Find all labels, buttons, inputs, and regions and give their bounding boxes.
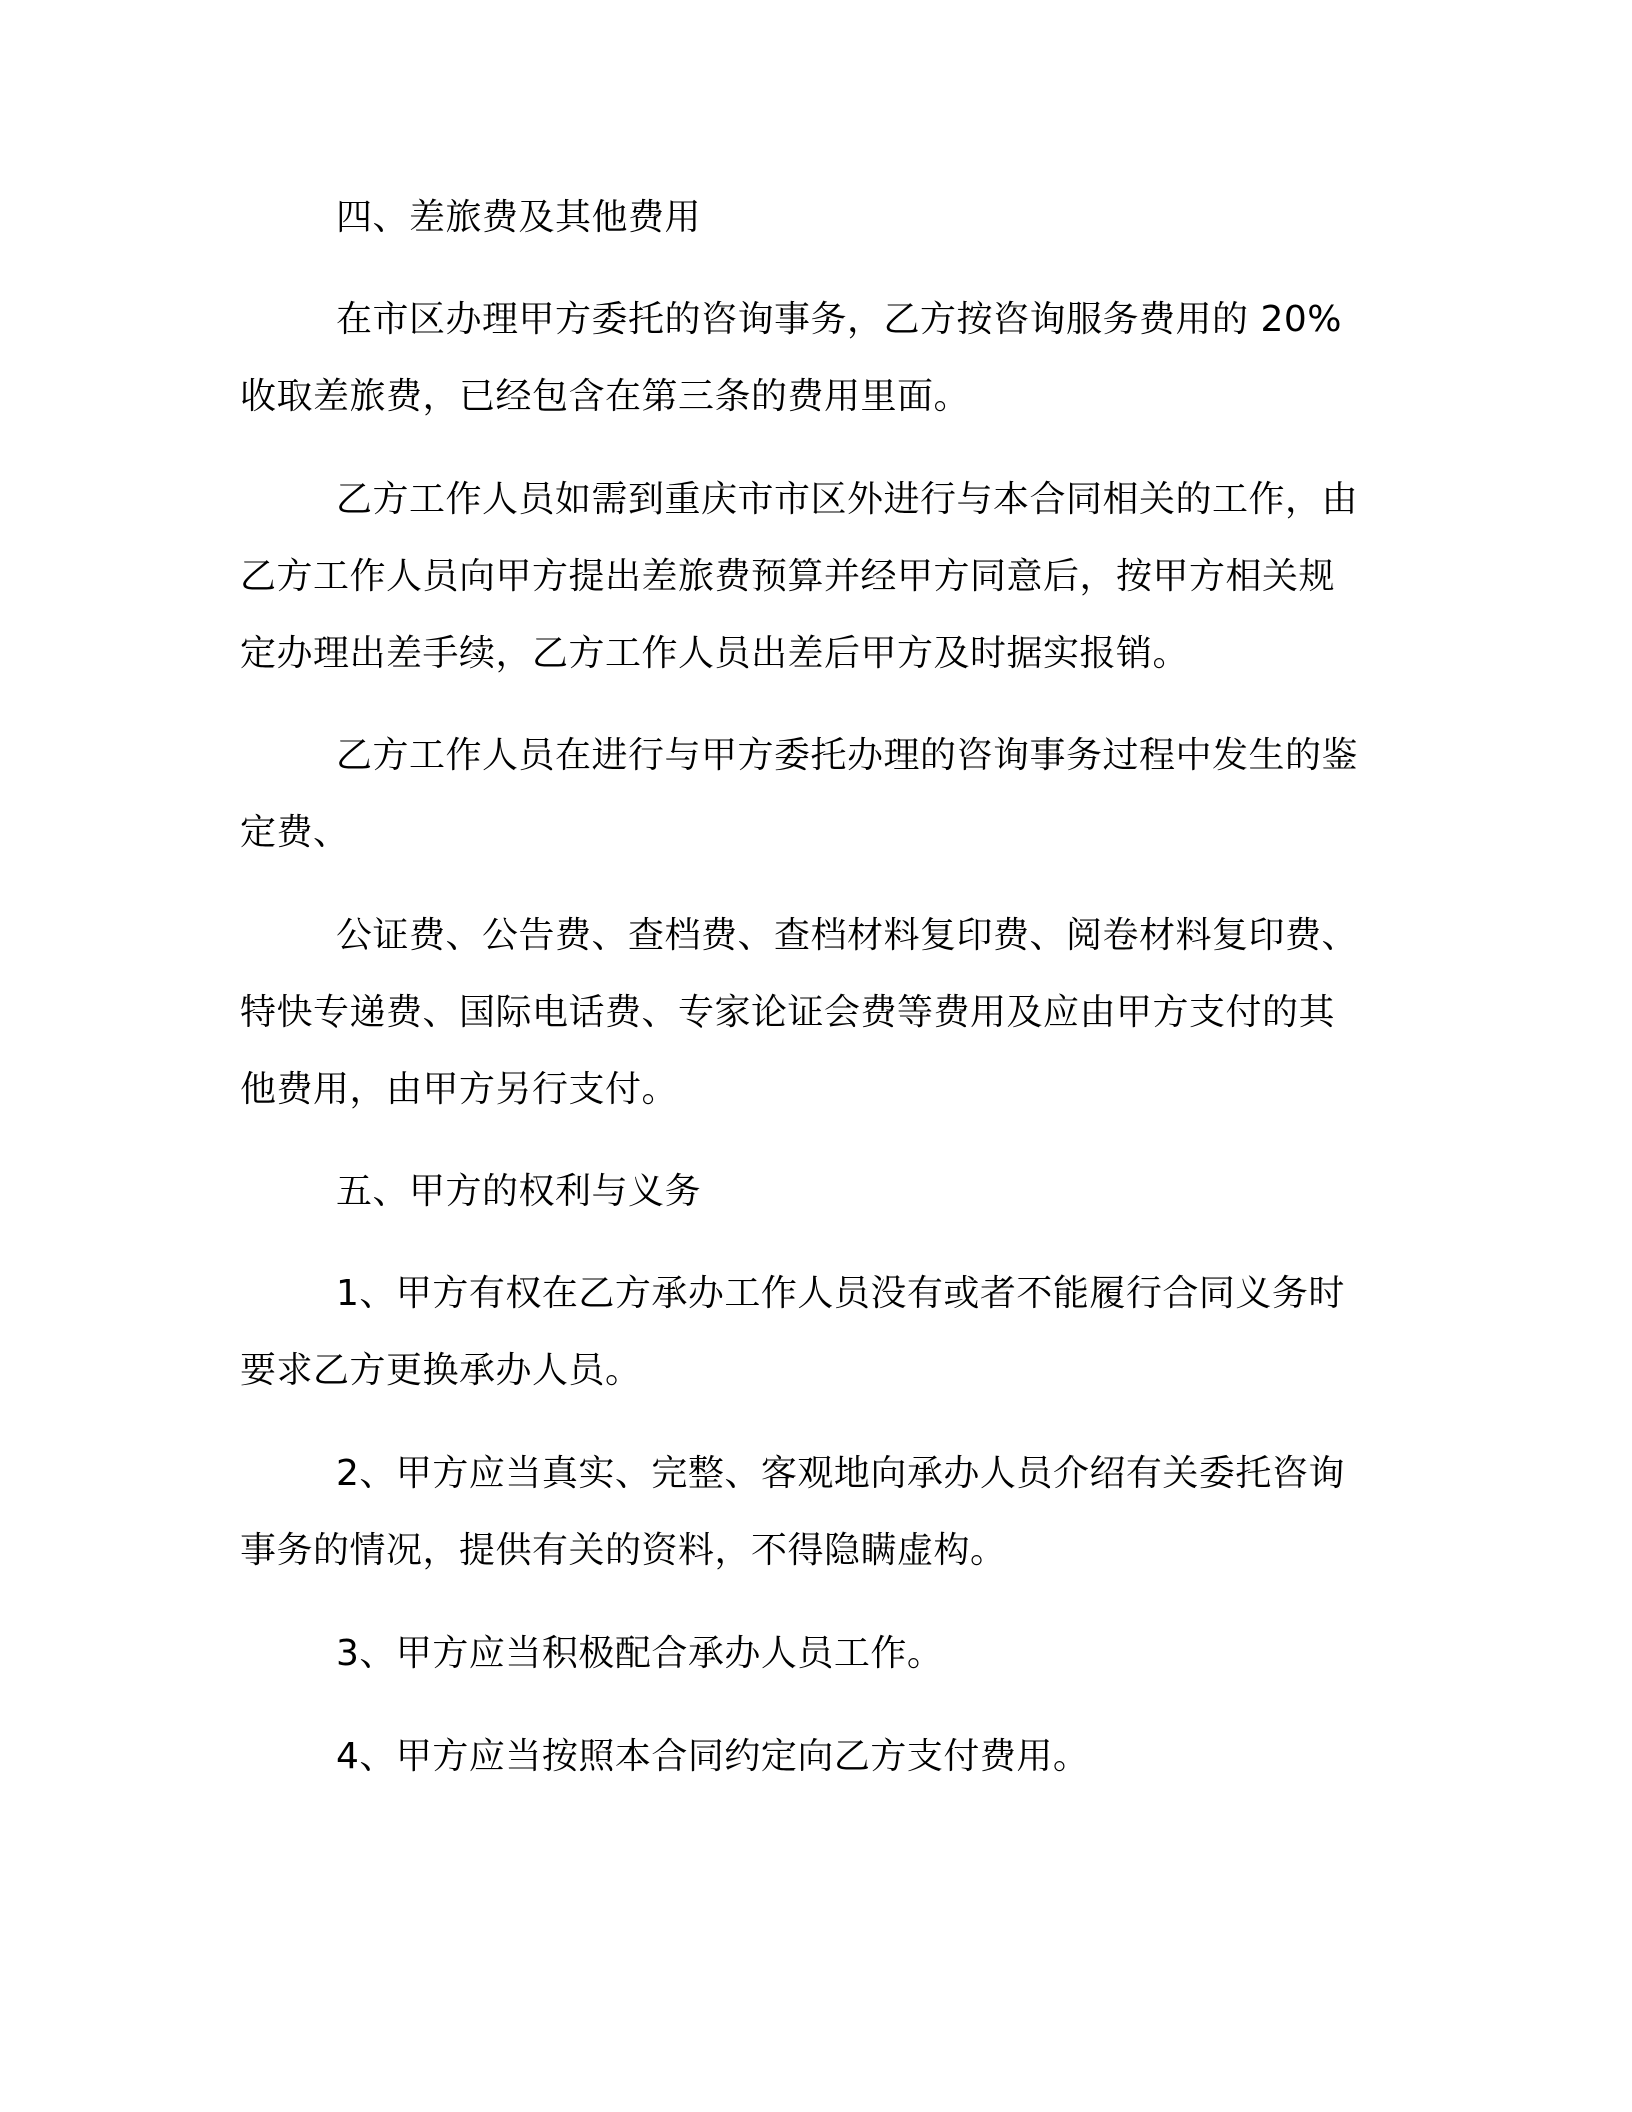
paragraph-other-fees-line-2: 定费、 [240, 812, 350, 853]
paragraph-fee-list-line-3: 他费用，由甲方另行支付。 [240, 1069, 679, 1110]
list-item-2-line-1: 2、甲方应当真实、完整、客观地向承办人员介绍有关委托咨询 [336, 1453, 1345, 1494]
paragraph-travel-fee-line-2: 收取差旅费，已经包含在第三条的费用里面。 [240, 376, 971, 417]
list-item-2-line-2: 事务的情况，提供有关的资料，不得隐瞒虚构。 [240, 1530, 1007, 1571]
paragraph-fee-list-line-1: 公证费、公告费、查档费、查档材料复印费、阅卷材料复印费、 [336, 915, 1359, 956]
paragraph-outside-city-line-2: 乙方工作人员向甲方提出差旅费预算并经甲方同意后，按甲方相关规 [240, 556, 1336, 597]
paragraph-fee-list-line-2: 特快专递费、国际电话费、专家论证会费等费用及应由甲方支付的其 [240, 992, 1336, 1033]
paragraph-outside-city-line-3: 定办理出差手续，乙方工作人员出差后甲方及时据实报销。 [240, 633, 1190, 674]
paragraph-other-fees-line-1: 乙方工作人员在进行与甲方委托办理的咨询事务过程中发生的鉴 [336, 735, 1359, 776]
list-item-1-line-1: 1、甲方有权在乙方承办工作人员没有或者不能履行合同义务时 [336, 1273, 1345, 1314]
list-item-1-line-2: 要求乙方更换承办人员。 [240, 1350, 642, 1391]
list-item-3: 3、甲方应当积极配合承办人员工作。 [336, 1633, 944, 1674]
list-item-4: 4、甲方应当按照本合同约定向乙方支付费用。 [336, 1736, 1090, 1777]
paragraph-outside-city-line-1: 乙方工作人员如需到重庆市市区外进行与本合同相关的工作，由 [336, 479, 1359, 520]
paragraph-travel-fee-line-1: 在市区办理甲方委托的咨询事务，乙方按咨询服务费用的 20% [336, 299, 1342, 340]
section-heading-travel-expenses: 四、差旅费及其他费用 [336, 197, 702, 238]
section-heading-party-a-rights: 五、甲方的权利与义务 [336, 1171, 702, 1212]
